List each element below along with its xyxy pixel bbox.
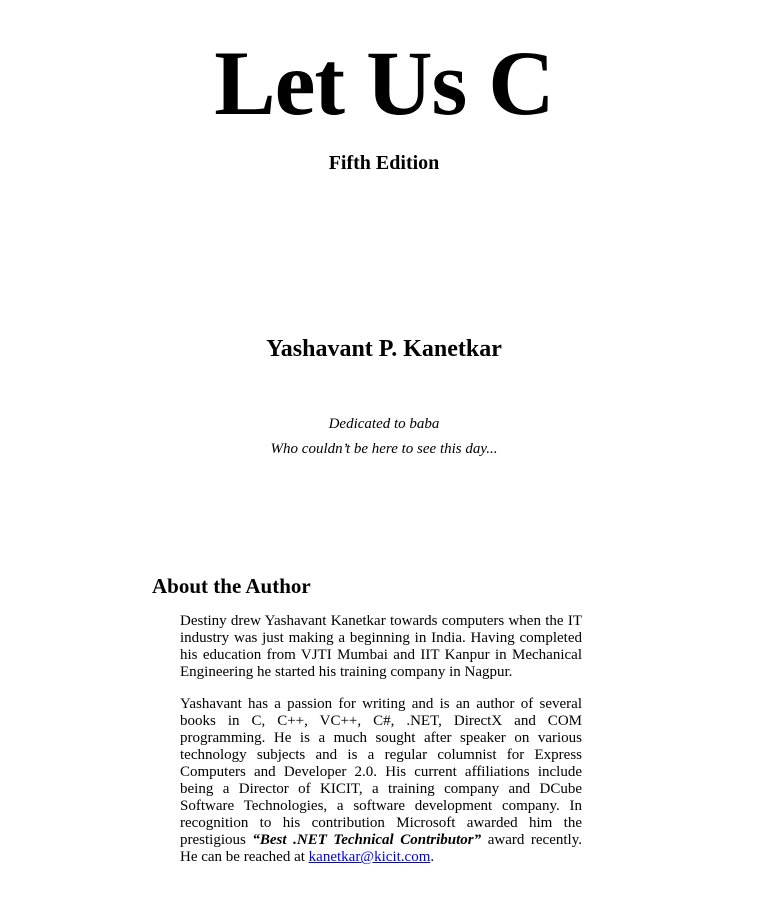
about-paragraph-2-end: . [430,849,435,865]
book-title: Let Us C [214,32,554,134]
edition-label: Fifth Edition [328,152,440,174]
author-name: Yashavant P. Kanetkar [266,336,502,362]
about-author-body [180,613,582,881]
about-paragraph-1: Destiny drew Yashavant Kanetkar towards computers when the IT industry was just making a beginning in India. Having completed his education from VJTI Mumbai and IIT Kanpur in Mechanical Engineering he started his training company in Nagpur. [180,613,582,680]
about-paragraph-2-text-b: award recently. He can be reached at [180,832,582,865]
dedication-line-1: Dedicated to baba [328,416,440,432]
about-paragraph-2 [180,696,582,866]
award-name: “Best .NET Technical Contributor” [252,832,482,848]
about-paragraph-2-text-a: Yashavant has a passion for writing and is an author of several books in C, C++, VC++, C#, .NET, DirectX and COM programming. He is a much sought after speaker on various technology subjects and is a regular columnist for Express Computers and Developer 2.0. His current affiliations include being a Director of KICIT, a training company and DCube Software Technologies, a software development company. In recognition to his contribution Microsoft awarded him the prestigious [180,696,582,848]
dedication [0,412,768,462]
author-email-link[interactable]: kanetkar@kicit.com [308,849,431,865]
about-author-heading: About the Author [152,574,311,598]
dedication-line-2: Who couldn’t be here to see this day... [270,441,498,457]
